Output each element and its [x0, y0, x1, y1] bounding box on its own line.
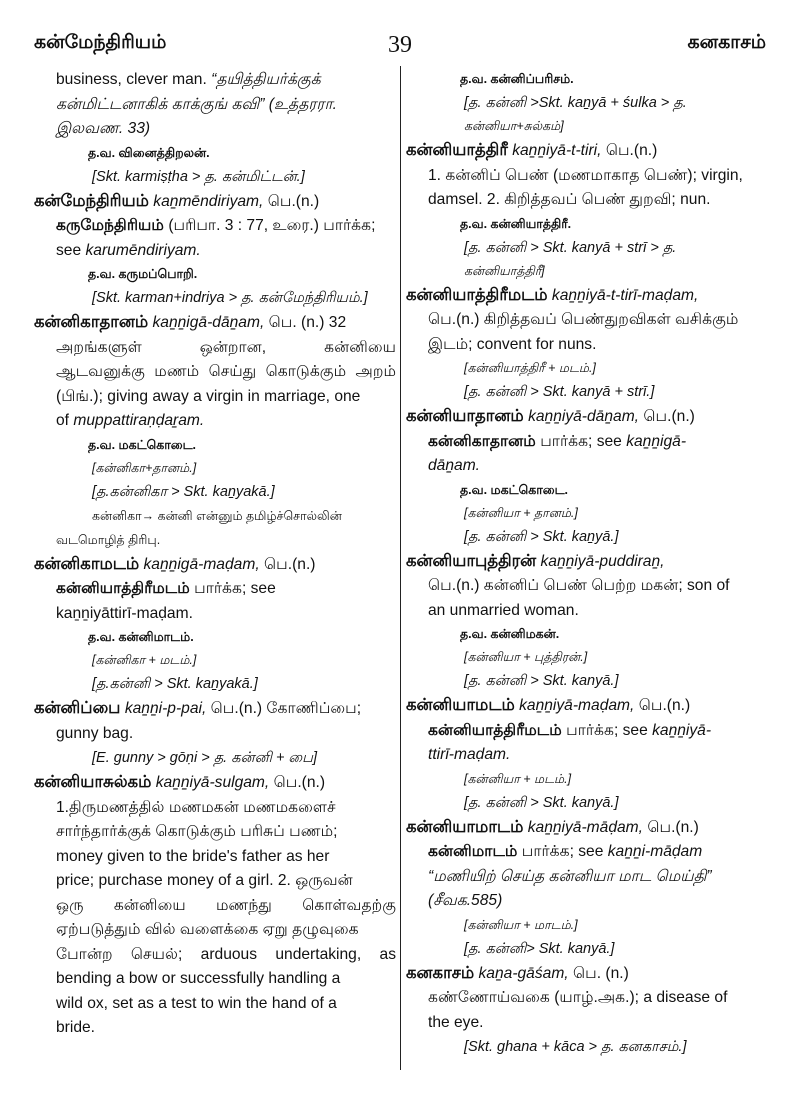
entry-headline: கன்னியாமடம் kaṉṉiyā-maḍam, பெ.(n.): [406, 696, 691, 714]
etymology: [த.கன்னிகா > Skt. kaṉyakā.]: [92, 483, 275, 500]
headword: கன்னிகாதானம்: [34, 313, 149, 331]
entry-headline: கன்னியாத்திரீமடம் kaṉṉiyā-t-tirī-maḍam,: [406, 285, 699, 304]
text-line: dāṉam.: [428, 457, 481, 474]
column-divider: [400, 66, 401, 1070]
entry-headline: கன்னிப்பை kaṉṉi-p-pai, பெ.(n.) கோணிப்பை;: [34, 699, 362, 717]
entry-headline: கன்னியாமாடம் kaṉṉiyā-māḍam, பெ.(n.): [406, 817, 699, 836]
text-line: போன்ற செயல்; arduous undertaking, as: [56, 945, 396, 963]
text-line: (பிங்.); giving away a virgin in marriage, one: [56, 387, 361, 405]
text-line: கன்னியாத்திரீமடம் பார்க்க; see kaṉṉiyā-: [428, 721, 712, 739]
entry-headline: கனகாசம் kaṉa-gāśam, பெ. (n.): [406, 963, 629, 982]
text-line: an unmarried woman.: [428, 601, 579, 619]
text-line: அறங்களுள் ஒன்றான, கன்னியை: [56, 338, 396, 356]
headword: கனகாசம்: [406, 963, 475, 982]
tamil-equivalent: த.வ. கன்னிமகன்.: [460, 627, 560, 641]
quotation: “மணியிற் செய்த கன்னியா மாட மெய்தி”: [428, 867, 712, 885]
text-line: business, clever man. “தயித்தியர்க்குக்: [56, 71, 321, 88]
text-line: 1. கன்னிப் பெண் (மணமாகாத பெண்); virgin,: [428, 166, 743, 184]
entry-headline: கன்னியாதானம் kaṉṉiyā-dāṉam, பெ.(n.): [406, 407, 695, 425]
header-left-guide-word: கன்மேந்திரியம்: [34, 32, 167, 53]
tamil-equivalent: த.வ. மகட்கொடை.: [460, 482, 569, 497]
headword: கன்னியாதானம்: [406, 407, 524, 425]
etymology: [த. கன்னி >Skt. kaṉyā + śulka > த.: [464, 95, 687, 111]
header-right-guide-word: கனகாசம்: [687, 32, 766, 53]
left-column: [34, 68, 396, 1068]
text-line: கருமேந்திரியம் (பரிபா. 3 : 77, உரை.) பார்க்க;: [56, 217, 376, 234]
tamil-equivalent: த.வ. கன்னிப்பரிசம்.: [460, 72, 574, 86]
note: வடமொழித் திரிபு.: [56, 532, 161, 547]
etymology: [த. கன்னி > Skt. kaṉyā.]: [464, 528, 619, 545]
text-line: price; purchase money of a girl. 2. ஒருவன்: [56, 872, 353, 889]
headword: கன்னிகாமடம்: [34, 554, 140, 573]
text-line: money given to the bride's father as her: [56, 847, 330, 865]
entry-headline: கன்னிகாமடம் kaṉṉigā-maḍam, பெ.(n.): [34, 554, 316, 573]
etymology: [Skt. ghana + kāca > த. கனகாசம்.]: [464, 1039, 687, 1055]
tamil-equivalent: த.வ. கன்னியாத்திரீ.: [460, 216, 572, 231]
etymology: [கன்னியா + புத்திரன்.]: [464, 650, 588, 664]
etymology: [Skt. karman+indriya > த. கன்மேந்திரியம்.]: [92, 290, 368, 306]
text-line: of muppattiraṇḍaṟam.: [56, 412, 205, 429]
headword: கன்னியாத்திரீமடம்: [406, 285, 548, 304]
etymology: [த. கன்னி > Skt. kanyā.]: [464, 673, 619, 689]
text-line: கண்ணோய்வகை (யாழ்.அக.); a disease of: [428, 989, 728, 1006]
text-line: ஏற்படுத்தும் வில் வளைக்கை ஏறு தழுவுகை: [56, 921, 359, 938]
entry-headline: கன்னியாசுல்கம் kaṉṉiyā-sulgam, பெ.(n.): [34, 773, 326, 791]
text-line: கன்னிமாடம் பார்க்க; see kaṉṉi-māḍam: [428, 843, 703, 860]
tamil-equivalent: த.வ. கருமப்பொறி.: [88, 267, 198, 281]
etymology: [த. கன்னி > Skt. kanyā + strī.]: [464, 384, 655, 400]
etymology: கன்னியாத்திரீ]: [464, 263, 545, 278]
etymology: [கன்னியா + மாடம்.]: [464, 917, 578, 932]
page-number: 39: [388, 32, 412, 58]
etymology: [E. gunny > gōṇi > த. கன்னி + பை]: [92, 750, 317, 766]
text-line: wild ox, set as a test to win the hand of a: [56, 994, 337, 1012]
text-line: bending a bow or successfully handling a: [56, 970, 341, 987]
tamil-equivalent: த.வ. வினைத்திறலன்.: [88, 145, 210, 160]
text-line: bride.: [56, 1019, 96, 1036]
text-line: கன்னிகாதானம் பார்க்க; see kaṉṉigā-: [428, 432, 687, 450]
entry-headline: கன்மேந்திரியம் kaṉmēndiriyam, பெ.(n.): [34, 191, 320, 210]
etymology: [கன்னிகா+தானம்.]: [92, 460, 197, 475]
etymology: கன்னியா+சுல்கம்]: [464, 119, 564, 133]
headword: கன்னியாமடம்: [406, 696, 515, 714]
headword: கன்னியாசுல்கம்: [34, 773, 152, 791]
text-line: ஒரு கன்னியை மணந்து கொள்வதற்கு: [56, 896, 396, 914]
text-line: கன்னியாத்திரீமடம் பார்க்க; see: [56, 580, 276, 597]
text-line: gunny bag.: [56, 724, 134, 742]
text-line: 1.திருமணத்தில் மணமகன் மணமகளைச்: [56, 798, 336, 816]
headword: கன்னிப்பை: [34, 699, 121, 717]
tamil-equivalent: த.வ. கன்னிமாடம்.: [88, 630, 194, 644]
text-line: இடம்; convent for nuns.: [428, 335, 597, 353]
etymology: [கன்னியாத்திரீ + மடம்.]: [464, 361, 596, 375]
etymology: [த. கன்னி > Skt. kanyā.]: [464, 794, 619, 811]
text-line: பெ.(n.) கன்னிப் பெண் பெற்ற மகன்; son of: [428, 577, 730, 594]
text-line: சார்ந்தார்க்குக் கொடுக்கும் பரிசுப் பணம்;: [56, 823, 338, 840]
note: கன்னிகா→ கன்னி என்னும் தமிழ்ச்சொல்லின்: [92, 508, 342, 523]
right-column: [406, 68, 766, 1068]
etymology: [த. கன்னி > Skt. kanyā + strī > த.: [464, 239, 677, 256]
entry-headline: கன்னிகாதானம் kaṉṉigā-dāṉam, பெ. (n.) 32: [34, 313, 347, 331]
etymology: [த. கன்னி> Skt. kanyā.]: [464, 940, 615, 957]
text-line: ஆடவனுக்கு மணம் செய்து கொடுக்கும் அறம்: [56, 363, 396, 380]
headword: கன்மேந்திரியம்: [34, 191, 149, 210]
headword: கன்னியாத்திரீ: [406, 141, 508, 159]
etymology: [கன்னிகா + மடம்.]: [92, 653, 197, 667]
tamil-equivalent: த.வ. மகட்கொடை.: [88, 437, 197, 452]
entry-headline: கன்னியாபுத்திரன் kaṉṉiyā-puddiraṉ,: [406, 551, 665, 570]
text-line: kaṉṉiyāttirī-maḍam.: [56, 604, 193, 622]
etymology: [த.கன்னி > Skt. kaṉyakā.]: [92, 676, 258, 692]
etymology: [Skt. karmiṣṭha > த. கன்மிட்டன்.]: [92, 168, 305, 185]
text-line: கன்மிட்டனாகிக் காக்குங் கவி” (உத்தரரா.: [56, 95, 337, 113]
text-line: see karumēndiriyam.: [56, 241, 201, 259]
etymology: [கன்னியா + தானம்.]: [464, 505, 578, 520]
text-line: பெ.(n.) கிறித்தவப் பெண்துறவிகள் வசிக்கும்: [428, 311, 739, 328]
text-line: damsel. 2. கிறித்தவப் பெண் துறவி; nun.: [428, 191, 711, 208]
text-line: ttirī-maḍam.: [428, 746, 511, 763]
page-header: [34, 32, 766, 60]
text-line: the eye.: [428, 1013, 484, 1031]
text-line: இலவண. 33): [56, 120, 151, 137]
etymology: [கன்னியா + மடம்.]: [464, 771, 572, 786]
entry-headline: கன்னியாத்திரீ kaṉṉiyā-t-tiri, பெ.(n.): [406, 141, 658, 159]
headword: கன்னியாபுத்திரன்: [406, 551, 537, 570]
headword: கன்னியாமாடம்: [406, 817, 524, 836]
citation: (சீவக.585): [428, 892, 503, 909]
